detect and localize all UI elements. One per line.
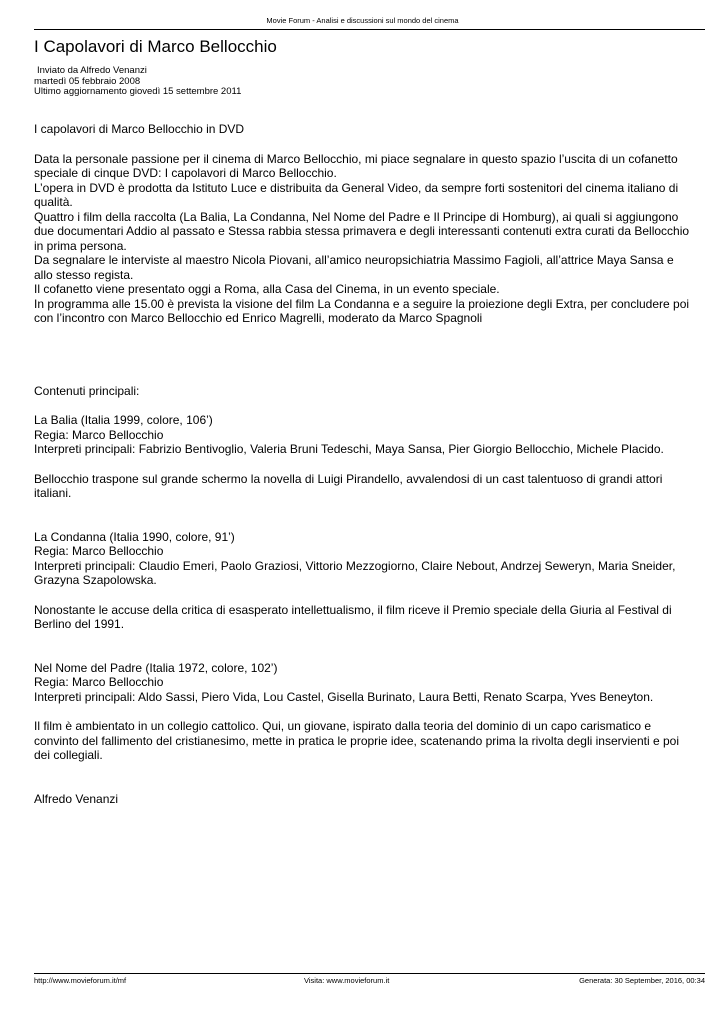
publish-date: martedì 05 febbraio 2008 — [34, 75, 141, 87]
body-paragraph: Il cofanetto viene presentato oggi a Roma, alla Casa del Cinema, in un evento speciale. — [34, 282, 500, 296]
film-entry — [34, 530, 694, 632]
page-title: I Capolavori di Marco Bellocchio — [34, 37, 277, 56]
film-director: Regia: Marco Bellocchio — [34, 675, 164, 689]
article-meta — [34, 66, 241, 98]
film-entry — [34, 661, 694, 763]
film-director: Regia: Marco Bellocchio — [34, 427, 164, 442]
footer-divider — [34, 973, 705, 974]
film-note: Nonostante le accuse della critica di esasperato intellettualismo, il film riceve il Premio speciale della Giuria al Festival di Berlino del 1991. — [34, 602, 672, 631]
author-line: Inviato da Alfredo Venanzi — [37, 65, 147, 76]
body-paragraph: L’opera in DVD è prodotta da Istituto Luce e distribuita da General Video, da sempre forti sostenitori del cinema italiano di qualità. — [34, 180, 679, 209]
film-title: Nel Nome del Padre (Italia 1972, colore, 102’) — [34, 660, 278, 675]
film-cast: Interpreti principali: Aldo Sassi, Piero Vida, Lou Castel, Gisella Burinato, Laura Betti, Renato Scarpa, Yves Beneyton. — [34, 689, 654, 704]
film-note: Bellocchio traspone sul grande schermo la novella di Luigi Pirandello, avvalendosi di un cast talentuoso di grandi attori italiani. — [34, 471, 663, 500]
intro-heading: I capolavori di Marco Bellocchio in DVD — [34, 122, 245, 136]
footer-visit: Visita: www.movieforum.it — [304, 976, 390, 985]
film-title: La Condanna (Italia 1990, colore, 91’) — [34, 529, 235, 544]
film-title: La Balia (Italia 1999, colore, 106’) — [34, 413, 213, 427]
footer-url: http://www.movieforum.it/mf — [34, 976, 127, 985]
film-note: Il film è ambientato in un collegio cattolico. Qui, un giovane, ispirato dalla teoria del dominio di un capo carismatico e convinto del fallimento del cristianesimo, mette in pratica le proprie idee, scatenando prima la rivolta degli inservienti e poi dei collegiali. — [34, 719, 679, 762]
signature: Alfredo Venanzi — [34, 791, 119, 806]
header-divider — [34, 29, 705, 30]
page-header: Movie Forum - Analisi e discussioni sul mondo del cinema — [266, 16, 459, 25]
body-paragraph: Da segnalare le interviste al maestro Nicola Piovani, all’amico neuropsichiatria Massimo Fagioli, all’attrice Maya Sansa e allo stesso regista. — [34, 253, 674, 282]
body-paragraph: Quattro i film della raccolta (La Balia, La Condanna, Nel Nome del Padre e Il Principe di Homburg), ai quali si aggiungono due documentari Addio al passato e Stessa rabbia stessa primavera e degli interessanti contenuti extra curati da Bellocchio in prima persona. — [34, 209, 690, 253]
body-paragraph: In programma alle 15.00 è prevista la visione del film La Condanna e a seguire la proiezione degli Extra, per concludere poi con l’incontro con Marco Bellocchio ed Enrico Magrelli, moderato da Marco Spagnoli — [34, 296, 690, 325]
article-body — [34, 122, 694, 806]
film-cast: Interpreti principali: Fabrizio Bentivoglio, Valeria Bruni Tedeschi, Maya Sansa, Pier Giorgio Bellocchio, Michele Placido. — [34, 442, 664, 456]
footer-generated: Generata: 30 September, 2016, 00:34 — [579, 976, 705, 985]
body-paragraph: Data la personale passione per il cinema di Marco Bellocchio, mi piace segnalare in questo spazio l’uscita di un cofanetto speciale di cinque DVD: I capolavori di Marco Bellocchio. — [34, 151, 678, 180]
updated-date: Ultimo aggiornamento giovedì 15 settembre 2011 — [34, 86, 242, 97]
film-entry — [34, 413, 694, 501]
film-cast: Interpreti principali: Claudio Emeri, Paolo Graziosi, Vittorio Mezzogiorno, Claire Nebout, Andrzej Seweryn, Maria Sneider, Grazyna Szapolowska. — [34, 558, 676, 587]
contents-heading: Contenuti principali: — [34, 383, 140, 398]
film-director: Regia: Marco Bellocchio — [34, 544, 164, 558]
